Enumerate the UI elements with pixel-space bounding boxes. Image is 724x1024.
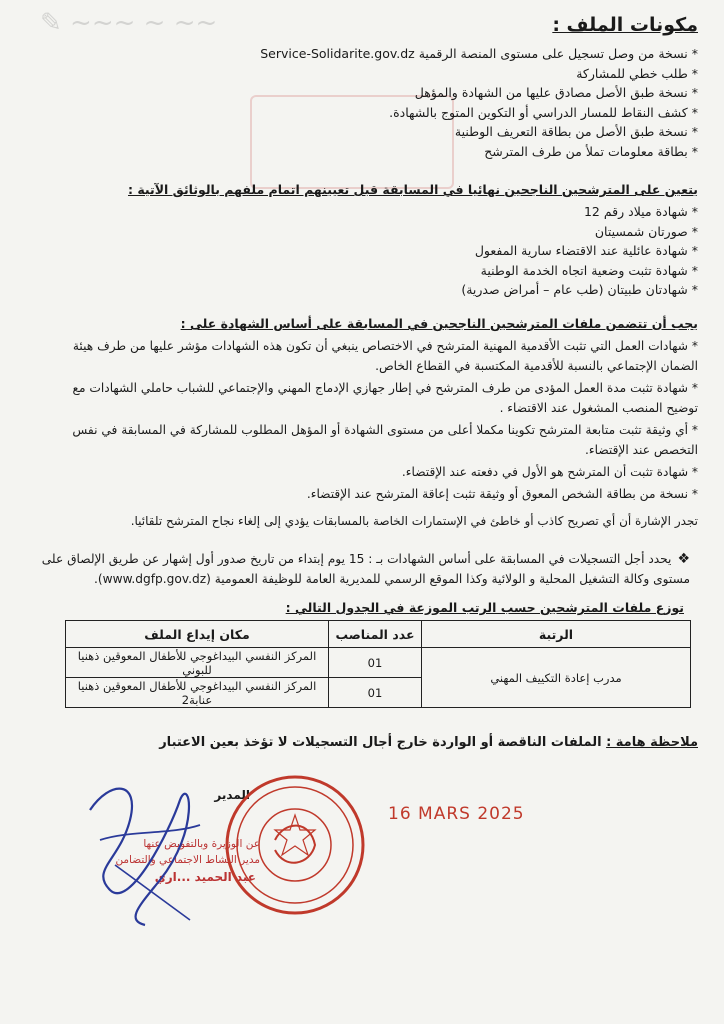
bleed-through-handwriting: ✎ ~~~ ~ ~~ bbox=[40, 8, 218, 38]
certificate-item: * شهادات العمل التي تثبت الأقدمية المهنية المترشح في الاختصاص ينبغي أن تكون هذه الشهادات مؤشر عليها من طرف هيئة الضمان الإجتماعي بالنسبة للأقدمية المكتسبة في القطاع الخاص. bbox=[40, 336, 698, 376]
certificate-heading: يجب أن تتضمن ملفات المترشحين الناجحين في المسابقة على أساس الشهادة على : bbox=[180, 316, 698, 331]
deadline-text: يحدد أجل التسجيلات في المسابقة على أساس الشهادات بـ : 15 يوم إبتداء من تاريخ صدور أول إشهار عن طريق الإلصاق على مستوى وكالة التشغيل المحلية و الولائية وكذا الموقع الرسمي للمديرية العامة للوظيفة العمومية (www.dgfp.gov.dz). bbox=[41, 552, 690, 586]
signer-title: المدير bbox=[214, 788, 250, 802]
grades-table bbox=[65, 620, 691, 708]
important-label: ملاحظة هامة : bbox=[606, 735, 698, 750]
certificate-item: * شهادة تثبت مدة العمل المؤدى من طرف المترشح في إطار جهازي الإدماج المهني والإجتماعي للشباب حاملي الشهادات مع توضيح المنصب المشغول عند الاقتضاء . bbox=[40, 378, 698, 418]
grade-cell: مدرب إعادة التكييف المهني bbox=[422, 648, 691, 708]
list-item: * شهادة عائلية عند الاقتضاء سارية المفعول bbox=[30, 241, 698, 261]
files-title: مكونات الملف : bbox=[552, 14, 698, 36]
after-success-list bbox=[30, 202, 698, 300]
certificate-item: * نسخة من بطاقة الشخص المعوق أو وثيقة تثبت إعاقة المترشح عند الإقتضاء. bbox=[40, 484, 698, 504]
certificate-item: * أي وثيقة تثبت متابعة المترشح تكوينا مكملا أعلى من مستوى الشهادة أو المؤهل المطلوب للمشاركة في المسابقة في نفس التخصص عند الإقتضاء. bbox=[40, 420, 698, 460]
signer-position: مدير النشاط الاجتماعي والتضامن bbox=[115, 854, 260, 866]
place-cell: المركز النفسي البيداغوجي للأطفال المعوقين ذهنيا عنابة2 bbox=[66, 678, 329, 708]
list-item: * كشف النقاط للمسار الدراسي أو التكوين المتوج بالشهادة. bbox=[30, 103, 698, 123]
table-row bbox=[66, 648, 691, 678]
table-header-row bbox=[66, 621, 691, 648]
col-posts-header: عدد المناصب bbox=[329, 621, 422, 648]
list-item: * صورتان شمسيتان bbox=[30, 222, 698, 242]
important-text: الملفات الناقصة أو الواردة خارج أجال التسجيلات لا تؤخذ بعين الاعتبار bbox=[159, 735, 602, 750]
signer-delegation: عن الوزيرة وبالتفويض عنها bbox=[143, 838, 260, 850]
list-item: * طلب خطي للمشاركة bbox=[30, 64, 698, 84]
list-item: * بطاقة معلومات تملأ من طرف المترشح bbox=[30, 142, 698, 162]
signer-name: عبد الحميد ...اري bbox=[154, 870, 256, 884]
warning-note: تجدر الإشارة أن أي تصريح كاذب أو خاطئ في الإستمارات الخاصة بالمسابقات يؤدي إلى إلغاء نجاح المترشح تلقائيا. bbox=[130, 514, 698, 528]
place-cell: المركز النفسي البيداغوجي للأطفال المعوقين ذهنيا للبوني bbox=[66, 648, 329, 678]
list-item: * شهادتان طبيتان (طب عام – أمراض صدرية) bbox=[30, 280, 698, 300]
date-stamp: 16 MARS 2025 bbox=[388, 804, 525, 824]
list-item: * نسخة طبق الأصل من بطاقة التعريف الوطنية bbox=[30, 122, 698, 142]
after-success-heading: يتعين على المترشحين الناجحين نهائيا في المسابقة قبل تعيينهم اتمام ملفهم بالوثائق الآتية : bbox=[128, 182, 698, 197]
list-item: * شهادة ميلاد رقم 12 bbox=[30, 202, 698, 222]
list-item: * نسخة من وصل تسجيل على مستوى المنصة الرقمية Service-Solidarite.gov.dz bbox=[30, 44, 698, 64]
posts-cell: 01 bbox=[329, 678, 422, 708]
diamond-bullet-icon: ❖ bbox=[677, 551, 690, 567]
official-seal-icon bbox=[220, 770, 370, 920]
signature-icon bbox=[70, 770, 220, 930]
posts-cell: 01 bbox=[329, 648, 422, 678]
certificate-item: * شهادة تثبت أن المترشح هو الأول في دفعته عند الإقتضاء. bbox=[40, 462, 698, 482]
list-item: * شهادة تثبت وضعية اتجاه الخدمة الوطنية bbox=[30, 261, 698, 281]
col-place-header: مكان إيداع الملف bbox=[66, 621, 329, 648]
files-list bbox=[30, 44, 698, 161]
important-note bbox=[159, 735, 698, 750]
deadline-paragraph bbox=[40, 549, 690, 589]
list-item: * نسخة طبق الأصل مصادق عليها من الشهادة والمؤهل bbox=[30, 83, 698, 103]
distribution-heading: توزع ملفات المترشحين حسب الرتب الموزعة في الجدول التالي : bbox=[285, 600, 684, 615]
col-grade-header: الرتبة bbox=[422, 621, 691, 648]
